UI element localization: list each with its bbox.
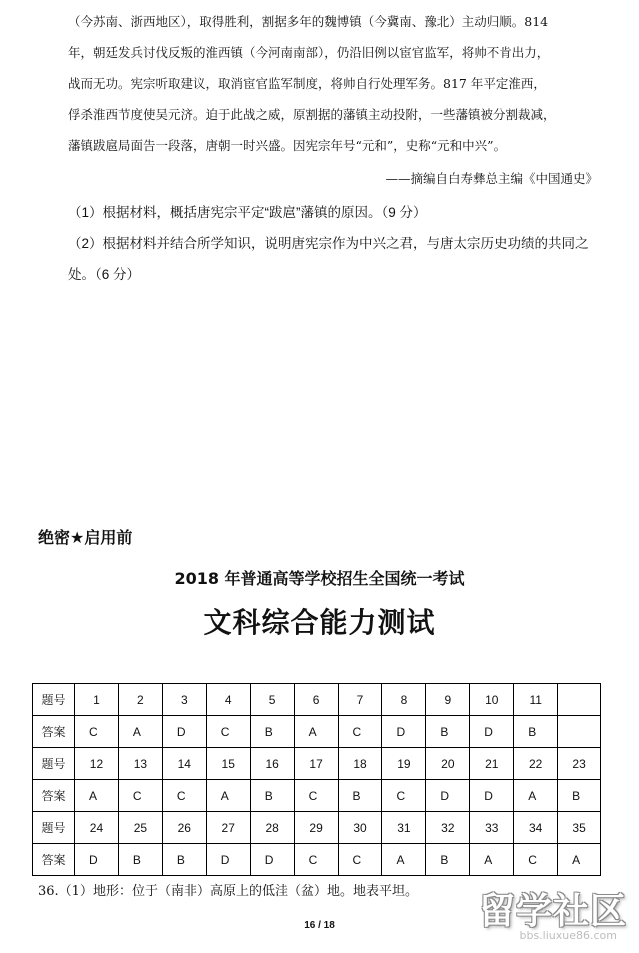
answer-cell: C [294, 780, 338, 812]
answer-cell: C [382, 780, 426, 812]
question-number-cell: 12 [75, 748, 119, 780]
answer-cell: C [294, 844, 338, 876]
answer-cell: D [382, 716, 426, 748]
watermark-url: bbs.liuxue86.com [519, 929, 617, 942]
question-number-cell: 34 [514, 812, 558, 844]
exam-title: 2018 年普通高等学校招生全国统一考试 [174, 569, 465, 588]
passage-line: 藩镇跋扈局面告一段落，唐朝一时兴盛。因宪宗年号“元和”，史称“元和中兴”。 [68, 138, 507, 153]
question-number-cell: 7 [338, 684, 382, 716]
question-number-cell: 23 [558, 748, 601, 780]
answer-cell: B [162, 844, 206, 876]
answer-cell: A [118, 716, 162, 748]
question-number-cell: 4 [206, 684, 250, 716]
watermark-logo [437, 883, 627, 949]
question-number-cell: 24 [75, 812, 119, 844]
answer-cell: B [426, 844, 470, 876]
question-number-cell: 3 [162, 684, 206, 716]
question-number-cell: 20 [426, 748, 470, 780]
answer-cell: B [118, 844, 162, 876]
answer-cell: D [206, 844, 250, 876]
answer-cell: D [162, 716, 206, 748]
passage-line: （今苏南、浙西地区），取得胜利，割据多年的魏博镇（今冀南、豫北）主动归顺。814 [68, 14, 549, 29]
question-number-cell: 21 [470, 748, 514, 780]
question-number-row-label: 题号 [33, 748, 75, 780]
answer-cell: C [206, 716, 250, 748]
answer-cell: C [338, 716, 382, 748]
answer-cell: D [75, 844, 119, 876]
answer-cell: D [470, 780, 514, 812]
answer-cell: B [250, 780, 294, 812]
question-number-row [33, 684, 601, 716]
answer-cell: B [338, 780, 382, 812]
answer-cell: A [75, 780, 119, 812]
question-number-cell: 2 [118, 684, 162, 716]
question-number-cell: 9 [426, 684, 470, 716]
material-passage [68, 6, 598, 161]
question-number-cell: 13 [118, 748, 162, 780]
question-number-row-label: 题号 [33, 684, 75, 716]
passage-source: ——摘编自白寿彝总主编《中国通史》 [385, 171, 598, 186]
answer-cell: C [338, 844, 382, 876]
page-number: 16 / 18 [304, 920, 335, 931]
question-number-row [33, 748, 601, 780]
question-number-cell: 22 [514, 748, 558, 780]
answer-cell: D [426, 780, 470, 812]
question-number-cell: 15 [206, 748, 250, 780]
question-number-cell [558, 684, 601, 716]
passage-line: 俘杀淮西节度使吴元济。迫于此战之威，原割据的藩镇主动投附，一些藩镇被分割裁减， [68, 107, 556, 122]
answer-cell: B [514, 716, 558, 748]
question-number-cell: 17 [294, 748, 338, 780]
question-number-cell: 14 [162, 748, 206, 780]
answer-cell: D [470, 716, 514, 748]
question-number-cell: 25 [118, 812, 162, 844]
question-number-cell: 33 [470, 812, 514, 844]
answer-cell: C [162, 780, 206, 812]
question-number-cell: 27 [206, 812, 250, 844]
question-number-cell: 26 [162, 812, 206, 844]
question-number-cell: 31 [382, 812, 426, 844]
answer-row-label: 答案 [33, 780, 75, 812]
answer-cell: C [514, 844, 558, 876]
answer-row-label: 答案 [33, 844, 75, 876]
answer-row [33, 844, 601, 876]
answer-cell: A [558, 844, 601, 876]
question-number-cell: 19 [382, 748, 426, 780]
answer-row [33, 780, 601, 812]
answer-table [32, 683, 601, 876]
question-number-cell: 8 [382, 684, 426, 716]
question-number-cell: 28 [250, 812, 294, 844]
question-number-row [33, 812, 601, 844]
answer-row-label: 答案 [33, 716, 75, 748]
question-number-cell: 1 [75, 684, 119, 716]
answer-cell: C [118, 780, 162, 812]
answer-cell: B [558, 780, 601, 812]
question-number-cell: 30 [338, 812, 382, 844]
passage-line: 年，朝廷发兵讨伐反叛的淮西镇（今河南南部），仍沿旧例以宦官监军，将帅不肯出力， [68, 45, 550, 60]
question-number-cell: 32 [426, 812, 470, 844]
question-number-cell: 6 [294, 684, 338, 716]
question-number-cell: 35 [558, 812, 601, 844]
answer-row [33, 716, 601, 748]
subject-title: 文科综合能力测试 [203, 606, 436, 639]
question-1: （1）根据材料，概括唐宪宗平定“跋扈”藩镇的原因。（9 分） [68, 205, 427, 220]
answer-cell: A [294, 716, 338, 748]
question-number-row-label: 题号 [33, 812, 75, 844]
question-number-cell: 18 [338, 748, 382, 780]
answer-cell: A [206, 780, 250, 812]
question-number-cell: 16 [250, 748, 294, 780]
watermark-title: 留学社区 [478, 891, 627, 932]
answer-cell: B [426, 716, 470, 748]
passage-line: 战而无功。宪宗听取建议，取消宦官监军制度，将帅自行处理军务。817 年平定淮西， [68, 76, 546, 91]
secret-label: 绝密★启用前 [38, 528, 133, 547]
question-number-cell: 10 [470, 684, 514, 716]
answer-cell: A [514, 780, 558, 812]
answer-cell: B [250, 716, 294, 748]
answer-cell: C [75, 716, 119, 748]
answer-cell: A [470, 844, 514, 876]
answer-cell: D [250, 844, 294, 876]
answer-cell [558, 716, 601, 748]
answer-36: 36.（1）地形：位于（南非）高原上的低洼（盆）地。地表平坦。 [38, 884, 418, 899]
answer-cell: A [382, 844, 426, 876]
question-2-line-2: 处。（6 分） [68, 267, 141, 282]
question-2-line-1: （2）根据材料并结合所学知识，说明唐宪宗作为中兴之君，与唐太宗历史功绩的共同之 [68, 236, 589, 251]
question-number-cell: 5 [250, 684, 294, 716]
question-number-cell: 29 [294, 812, 338, 844]
question-number-cell: 11 [514, 684, 558, 716]
